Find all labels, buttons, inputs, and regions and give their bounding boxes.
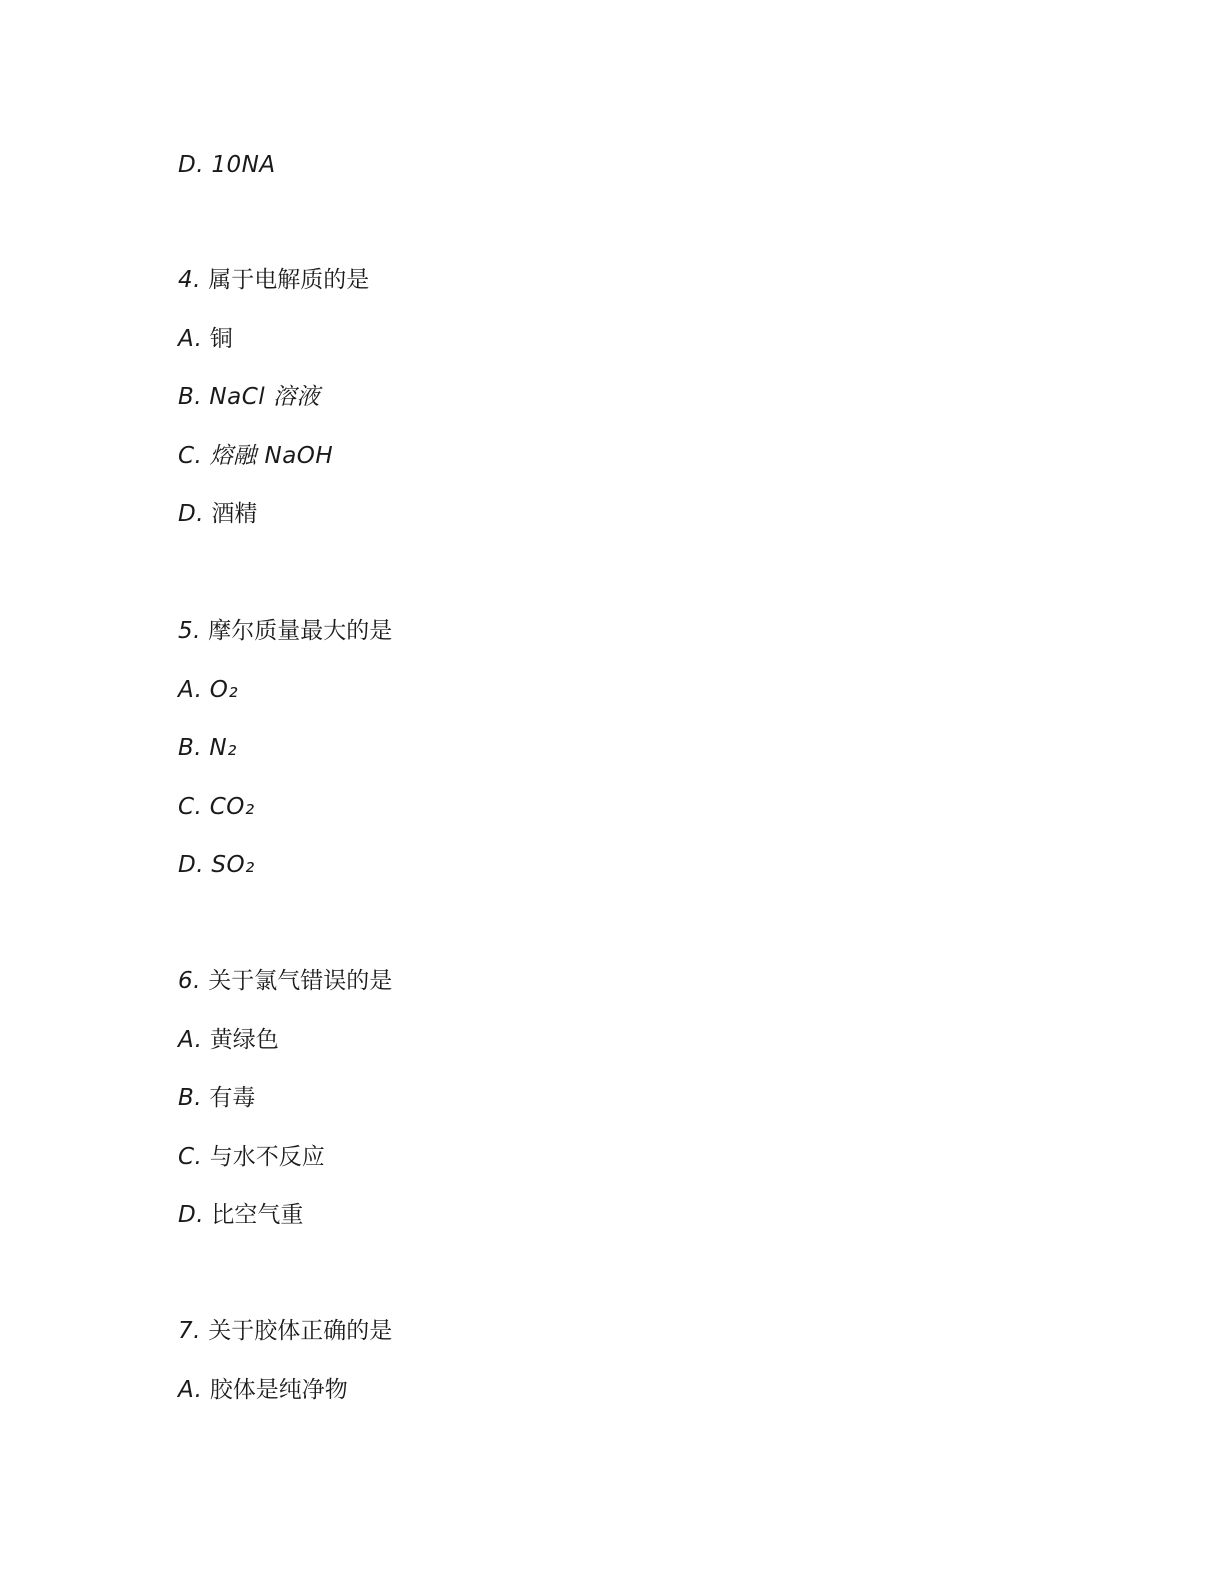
option-prefix: A.	[178, 1027, 203, 1053]
option-line	[178, 792, 255, 822]
option-prefix: B.	[178, 1085, 203, 1111]
question-number: 6.	[178, 968, 201, 994]
option-prefix: C.	[178, 443, 203, 469]
option-prefix: D.	[178, 852, 205, 878]
question-text: 关于氯气错误的是	[208, 968, 393, 994]
option-line	[178, 1083, 255, 1113]
option-text: 10NA	[211, 152, 276, 178]
option-text: 酒精	[211, 501, 258, 527]
option-text: 胶体是纯净物	[209, 1377, 348, 1403]
option-text: SO₂	[211, 852, 255, 878]
option-line	[178, 1025, 279, 1055]
option-line	[178, 850, 255, 880]
option-line	[178, 150, 276, 180]
option-text: NaCl 溶液	[209, 384, 320, 410]
option-text: 熔融 NaOH	[209, 443, 334, 469]
option-text: 比空气重	[211, 1202, 304, 1228]
question-number: 7.	[178, 1318, 201, 1344]
question-line	[178, 265, 369, 295]
option-line	[178, 1200, 303, 1230]
option-prefix: D.	[178, 152, 205, 178]
option-text: 与水不反应	[209, 1144, 325, 1170]
option-text: 有毒	[209, 1085, 256, 1111]
option-prefix: A.	[178, 1377, 203, 1403]
question-line	[178, 1316, 392, 1346]
option-line	[178, 675, 238, 705]
option-prefix: B.	[178, 735, 203, 761]
option-text: O₂	[209, 677, 239, 703]
option-text: 铜	[209, 326, 233, 352]
option-prefix: A.	[178, 326, 203, 352]
option-text: 黄绿色	[209, 1027, 279, 1053]
option-line	[178, 1142, 325, 1172]
option-prefix: C.	[178, 794, 203, 820]
option-line	[178, 441, 333, 471]
question-number: 4.	[178, 267, 201, 293]
question-text: 摩尔质量最大的是	[208, 618, 393, 644]
option-prefix: D.	[178, 1202, 205, 1228]
option-prefix: A.	[178, 677, 203, 703]
option-prefix: D.	[178, 501, 205, 527]
option-prefix: C.	[178, 1144, 203, 1170]
question-text: 属于电解质的是	[208, 267, 370, 293]
option-prefix: B.	[178, 384, 203, 410]
option-text: N₂	[209, 735, 237, 761]
question-line	[178, 616, 392, 646]
question-number: 5.	[178, 618, 201, 644]
option-text: CO₂	[209, 794, 255, 820]
option-line	[178, 324, 233, 354]
option-line	[178, 733, 237, 763]
option-line	[178, 382, 320, 412]
option-line	[178, 499, 257, 529]
question-text: 关于胶体正确的是	[208, 1318, 393, 1344]
option-line	[178, 1375, 348, 1405]
question-line	[178, 966, 392, 996]
